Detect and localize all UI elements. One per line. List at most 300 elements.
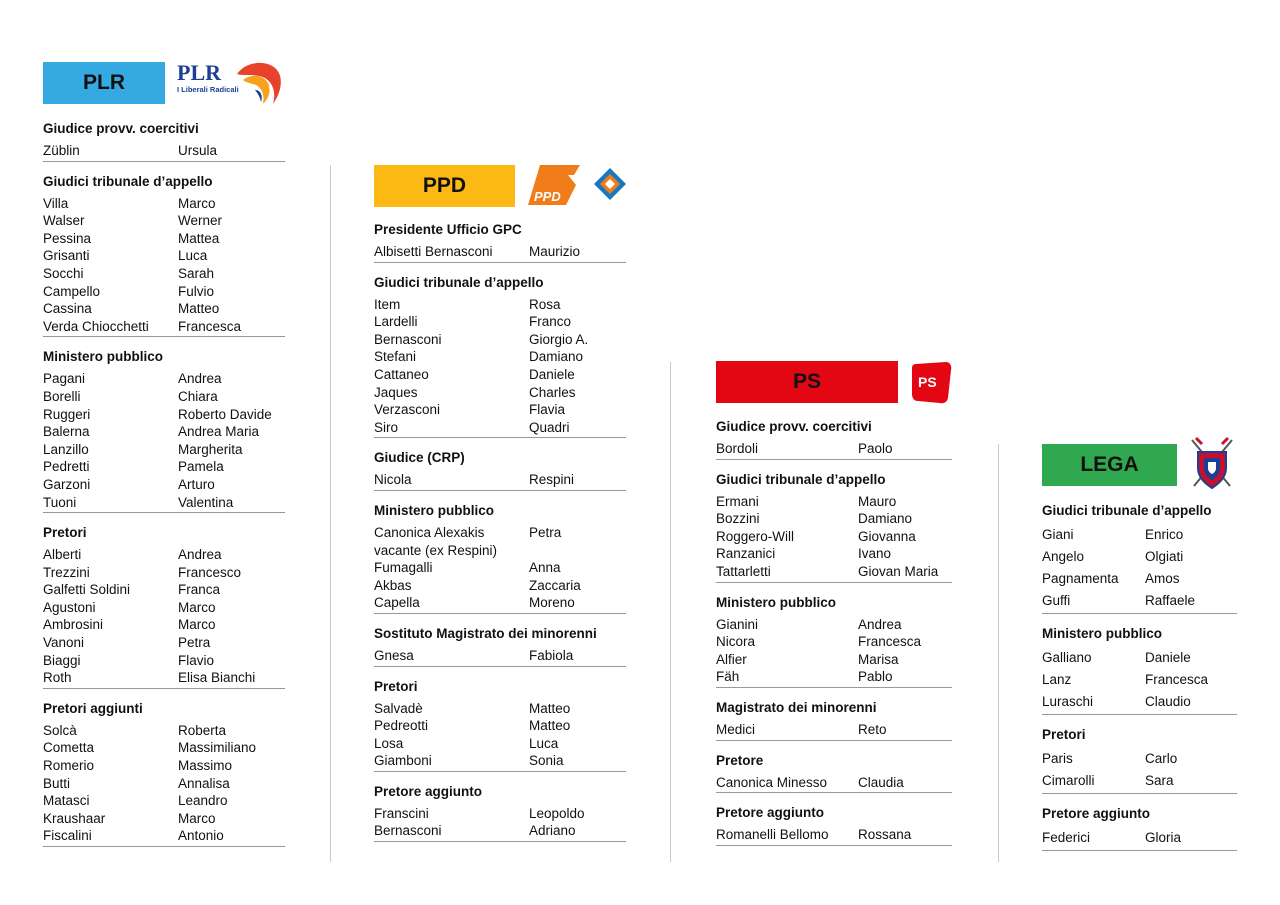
surname: Canonica Minesso	[716, 774, 828, 790]
surname: Pedreotti	[374, 718, 429, 734]
list-item	[716, 528, 952, 546]
given-name: Claudia	[858, 774, 904, 790]
given-name: Ivano	[858, 546, 892, 562]
given-name: Moreno	[529, 595, 575, 611]
given-name: Franca	[178, 582, 221, 598]
given-name: Francesca	[858, 634, 922, 650]
name-list	[43, 370, 285, 513]
list-item	[43, 634, 285, 652]
name-list	[1042, 827, 1237, 851]
list-item	[43, 458, 285, 476]
g-diamond-icon	[592, 166, 628, 202]
surname: Walser	[43, 213, 85, 229]
list-item	[1042, 827, 1237, 849]
list-item	[374, 419, 626, 437]
list-item	[43, 792, 285, 810]
party-badge: PLR	[43, 62, 165, 104]
surname: Matasci	[43, 793, 90, 809]
list-item	[43, 616, 285, 634]
section	[374, 275, 626, 439]
name-list	[374, 700, 626, 772]
section-title: Ministero pubblico	[43, 349, 163, 365]
list-item	[716, 651, 952, 669]
surname: Paris	[1042, 751, 1073, 766]
surname: Galliano	[1042, 650, 1092, 665]
surname: Pessina	[43, 230, 92, 246]
surname: Gnesa	[374, 647, 414, 663]
list-item	[374, 331, 626, 349]
ppd-orange-logo-icon	[528, 163, 582, 207]
given-name: Anna	[529, 560, 561, 576]
list-item	[1042, 590, 1237, 612]
given-name: Flavia	[529, 402, 566, 418]
section	[374, 626, 626, 667]
list-item	[374, 717, 626, 735]
given-name: Adriano	[529, 823, 576, 839]
section-title: Pretori aggiunti	[43, 700, 143, 716]
section-title: Pretori	[1042, 727, 1086, 742]
given-name: Franco	[529, 314, 572, 330]
section	[374, 679, 626, 772]
section	[374, 222, 626, 263]
surname: Ambrosini	[43, 617, 104, 633]
surname: Roggero-Will	[716, 528, 795, 544]
list-item	[43, 318, 285, 336]
name-list	[716, 826, 952, 846]
name-list	[43, 722, 285, 847]
list-item	[374, 366, 626, 384]
surname: Giani	[1042, 527, 1074, 542]
list-item	[374, 542, 626, 560]
surname: Tuoni	[43, 494, 77, 510]
surname: Agustoni	[43, 599, 96, 615]
list-item	[716, 510, 952, 528]
list-item	[374, 735, 626, 753]
given-name: Mauro	[858, 493, 897, 509]
name-list	[1042, 524, 1237, 614]
surname: Angelo	[1042, 549, 1085, 564]
surname: Lanz	[1042, 672, 1072, 687]
party-column-ppd	[374, 165, 626, 854]
name-list	[43, 142, 285, 162]
section	[716, 805, 952, 846]
given-name: Marco	[178, 810, 216, 826]
name-list	[374, 471, 626, 491]
section	[1042, 626, 1237, 715]
given-name: Sonia	[529, 753, 564, 769]
list-item	[43, 739, 285, 757]
party-header	[374, 165, 626, 209]
given-name: Annalisa	[178, 775, 230, 791]
given-name: Damiano	[858, 511, 913, 527]
given-name: Pablo	[858, 669, 893, 685]
name-list	[716, 616, 952, 688]
surname: Guffi	[1042, 593, 1071, 608]
surname: Akbas	[374, 577, 412, 593]
list-item	[43, 810, 285, 828]
given-name: Enrico	[1145, 527, 1184, 542]
name-list	[374, 524, 626, 614]
surname: Biaggi	[43, 652, 81, 668]
given-name: Carlo	[1145, 751, 1178, 766]
surname: Ruggeri	[43, 406, 91, 422]
section-title: Giudici tribunale d’appello	[374, 274, 544, 290]
surname: Jaques	[374, 384, 418, 400]
list-item	[374, 296, 626, 314]
given-name: Petra	[529, 524, 562, 540]
plr-logo	[177, 60, 287, 106]
section-title: Giudice provv. coercitivi	[43, 121, 199, 136]
given-name: Massimo	[178, 758, 233, 774]
section-title: Pretori	[43, 525, 87, 541]
list-item	[716, 493, 952, 511]
party-badge: PS	[716, 361, 898, 403]
section	[1042, 806, 1237, 851]
given-name: Flavio	[178, 652, 215, 668]
surname: Stefani	[374, 349, 417, 365]
surname: Gianini	[716, 616, 759, 632]
given-name: Rosa	[529, 296, 561, 312]
surname: Fiscalini	[43, 828, 92, 844]
given-name: Mattea	[178, 230, 220, 246]
section	[43, 349, 285, 513]
given-name: Fulvio	[178, 283, 215, 299]
surname: Pedretti	[43, 459, 90, 475]
list-item	[43, 247, 285, 265]
list-item	[43, 564, 285, 582]
list-item	[374, 348, 626, 366]
party-column-plr	[43, 62, 285, 859]
surname: Cimarolli	[1042, 773, 1095, 788]
list-item	[374, 313, 626, 331]
section-title: Pretore aggiunto	[374, 783, 483, 799]
given-name: Matteo	[178, 301, 220, 317]
section	[716, 419, 952, 460]
name-list	[43, 546, 285, 689]
given-name: Matteo	[529, 718, 571, 734]
list-item	[374, 647, 626, 665]
surname: Bernasconi	[374, 823, 442, 839]
section-title: Presidente Ufficio GPC	[374, 222, 522, 237]
section	[716, 753, 952, 794]
section	[1042, 503, 1237, 614]
list-item	[374, 594, 626, 612]
surname: vacante (ex Respini)	[374, 542, 498, 558]
list-item	[43, 494, 285, 512]
given-name: Rossana	[858, 827, 912, 843]
given-name: Fabiola	[529, 647, 574, 663]
given-name: Matteo	[529, 700, 571, 716]
surname: Nicola	[374, 472, 412, 488]
name-list	[1042, 647, 1237, 715]
surname: Pagnamenta	[1042, 571, 1119, 586]
list-item	[716, 633, 952, 651]
surname: Ranzanici	[716, 546, 776, 562]
list-item	[374, 384, 626, 402]
given-name: Charles	[529, 384, 576, 400]
party-header	[716, 361, 952, 405]
section-title: Giudici tribunale d’appello	[716, 471, 886, 487]
given-name: Elisa Bianchi	[178, 670, 256, 686]
surname: Pagani	[43, 371, 86, 387]
given-name: Amos	[1145, 571, 1180, 586]
section-title: Magistrato dei minorenni	[716, 699, 877, 715]
list-item	[374, 577, 626, 595]
section-title: Giudici tribunale d’appello	[1042, 503, 1212, 518]
list-item	[374, 401, 626, 419]
surname: Bozzini	[716, 511, 760, 527]
given-name: Werner	[178, 213, 223, 229]
given-name: Andrea	[858, 616, 902, 632]
sections	[1042, 503, 1237, 851]
section	[716, 595, 952, 688]
list-item	[43, 775, 285, 793]
section-title: Ministero pubblico	[374, 502, 494, 518]
given-name: Massimiliano	[178, 740, 257, 756]
given-name: Antonio	[178, 828, 224, 844]
section	[716, 472, 952, 583]
given-name: Marco	[178, 195, 216, 211]
section	[1042, 727, 1237, 794]
plr-logo-subtitle: I Liberali Radicali	[177, 85, 239, 94]
column-divider	[330, 165, 331, 862]
list-item	[43, 757, 285, 775]
list-item	[1042, 647, 1237, 669]
given-name: Leopoldo	[529, 805, 585, 821]
section	[374, 503, 626, 614]
surname: Cometta	[43, 740, 95, 756]
surname: Verzasconi	[374, 402, 441, 418]
list-item	[43, 581, 285, 599]
surname: Giamboni	[374, 753, 432, 769]
list-item	[43, 546, 285, 564]
section-title: Giudici tribunale d’appello	[43, 173, 213, 189]
given-name: Luca	[178, 248, 208, 264]
list-item	[1042, 546, 1237, 568]
list-item	[716, 774, 952, 792]
list-item	[43, 283, 285, 301]
surname: Tattarletti	[716, 563, 771, 579]
section	[43, 174, 285, 338]
given-name: Maurizio	[529, 244, 581, 259]
given-name: Respini	[529, 472, 575, 488]
given-name: Francesco	[178, 564, 242, 580]
surname: Federici	[1042, 830, 1091, 845]
section-title: Giudice provv. coercitivi	[716, 419, 872, 434]
surname: Siro	[374, 419, 399, 435]
given-name: Andrea	[178, 371, 222, 387]
given-name: Andrea	[178, 547, 222, 563]
list-item	[716, 826, 952, 844]
surname: Bordoli	[716, 441, 759, 456]
surname: Ermani	[716, 493, 759, 509]
list-item	[43, 441, 285, 459]
surname: Medici	[716, 721, 756, 737]
list-item	[43, 476, 285, 494]
given-name: Arturo	[178, 476, 215, 492]
section-title: Sostituto Magistrato dei minorenni	[374, 625, 597, 641]
given-name: Marisa	[858, 651, 899, 667]
list-item	[374, 700, 626, 718]
section	[43, 701, 285, 847]
surname: Borelli	[43, 388, 81, 404]
list-item	[374, 822, 626, 840]
sections	[43, 121, 285, 847]
surname: Romanelli Bellomo	[716, 827, 829, 843]
given-name: Giovan Maria	[858, 563, 939, 579]
list-item	[374, 559, 626, 577]
surname: Alfier	[716, 651, 747, 667]
ps-rose-logo-icon	[910, 360, 952, 404]
surname: Solcà	[43, 722, 77, 738]
section-title: Pretore aggiunto	[1042, 806, 1151, 821]
surname: Trezzini	[43, 564, 90, 580]
given-name: Giorgio A.	[529, 331, 589, 347]
given-name: Valentina	[178, 494, 234, 510]
section	[716, 700, 952, 741]
flame-icon	[233, 60, 285, 106]
list-item	[716, 545, 952, 563]
given-name: Ursula	[178, 143, 218, 158]
surname: Lanzillo	[43, 441, 89, 457]
list-item	[374, 471, 626, 489]
list-item	[43, 599, 285, 617]
section	[43, 121, 285, 162]
list-item	[43, 370, 285, 388]
section-title: Giudice (CRP)	[374, 450, 465, 466]
section	[374, 450, 626, 491]
list-item	[43, 669, 285, 687]
surname: Nicora	[716, 634, 756, 650]
surname: Cattaneo	[374, 366, 429, 382]
surname: Capella	[374, 595, 420, 611]
list-item	[43, 142, 285, 160]
given-name: Daniele	[529, 366, 575, 382]
name-list	[374, 243, 626, 263]
surname: Alberti	[43, 547, 82, 563]
given-name: Leandro	[178, 793, 228, 809]
given-name: Marco	[178, 617, 216, 633]
list-item	[716, 616, 952, 634]
list-item	[1042, 524, 1237, 546]
surname: Cassina	[43, 301, 92, 317]
ppd-logo-text: PPD	[534, 189, 561, 204]
name-list	[716, 721, 952, 741]
surname: Fumagalli	[374, 560, 433, 576]
plr-logo-text: PLR	[177, 60, 221, 85]
surname: Albisetti Bernasconi	[374, 244, 493, 259]
surname: Verda Chiocchetti	[43, 318, 149, 334]
party-badge: PPD	[374, 165, 515, 207]
list-item	[374, 524, 626, 542]
name-list	[1042, 748, 1237, 794]
section-title: Ministero pubblico	[716, 594, 836, 610]
surname: Salvadè	[374, 700, 423, 716]
ps-logo-text: PS	[918, 374, 937, 390]
given-name: Chiara	[178, 388, 218, 404]
surname: Grisanti	[43, 248, 90, 264]
given-name: Olgiati	[1145, 549, 1184, 564]
ppd-logo	[528, 163, 628, 209]
name-list	[374, 296, 626, 439]
name-list	[43, 195, 285, 338]
list-item	[43, 388, 285, 406]
party-badge: LEGA	[1042, 444, 1177, 486]
list-item	[43, 722, 285, 740]
given-name: Zaccaria	[529, 577, 581, 593]
list-item	[43, 300, 285, 318]
given-name: Roberta	[178, 722, 227, 738]
list-item	[374, 805, 626, 823]
list-item	[43, 423, 285, 441]
given-name: Sarah	[178, 265, 215, 281]
surname: Vanoni	[43, 635, 85, 651]
section-title: Pretore	[716, 752, 764, 768]
surname: Galfetti Soldini	[43, 582, 131, 598]
list-item	[43, 827, 285, 845]
surname: Villa	[43, 195, 69, 211]
column-divider	[998, 444, 999, 862]
surname: Garzoni	[43, 476, 91, 492]
surname: Roth	[43, 670, 72, 686]
surname: Lardelli	[374, 314, 418, 330]
given-name: Paolo	[858, 441, 893, 456]
section-title: Pretori	[374, 678, 418, 694]
surname: Franscini	[374, 805, 429, 821]
surname: Romerio	[43, 758, 95, 774]
name-list	[374, 647, 626, 667]
given-name: Daniele	[1145, 650, 1191, 665]
list-item	[716, 668, 952, 686]
surname: Losa	[374, 735, 404, 751]
list-item	[716, 721, 952, 739]
list-item	[43, 212, 285, 230]
given-name: Sara	[1145, 773, 1174, 788]
lega-shield-emblem-icon	[1186, 434, 1238, 494]
given-name: Francesca	[178, 318, 242, 334]
given-name: Luca	[529, 735, 559, 751]
name-list	[374, 805, 626, 842]
surname: Campello	[43, 283, 101, 299]
list-item	[1042, 568, 1237, 590]
list-item	[374, 243, 626, 261]
list-item	[1042, 770, 1237, 792]
party-column-ps	[716, 361, 952, 858]
list-item	[43, 406, 285, 424]
given-name: Petra	[178, 635, 211, 651]
list-item	[1042, 669, 1237, 691]
given-name: Damiano	[529, 349, 584, 365]
list-item	[374, 752, 626, 770]
given-name: Roberto Davide	[178, 406, 272, 422]
surname: Balerna	[43, 424, 90, 440]
section-title: Ministero pubblico	[1042, 626, 1162, 641]
surname: Fäh	[716, 669, 740, 685]
section	[374, 784, 626, 842]
given-name: Raffaele	[1145, 593, 1196, 608]
list-item	[43, 230, 285, 248]
given-name: Claudio	[1145, 694, 1191, 709]
list-item	[43, 195, 285, 213]
given-name: Andrea Maria	[178, 424, 260, 440]
list-item	[43, 652, 285, 670]
list-item	[1042, 748, 1237, 770]
given-name: Pamela	[178, 459, 224, 475]
name-list	[716, 440, 952, 460]
surname: Butti	[43, 775, 71, 791]
surname: Kraushaar	[43, 810, 106, 826]
section-title: Pretore aggiunto	[716, 805, 825, 821]
